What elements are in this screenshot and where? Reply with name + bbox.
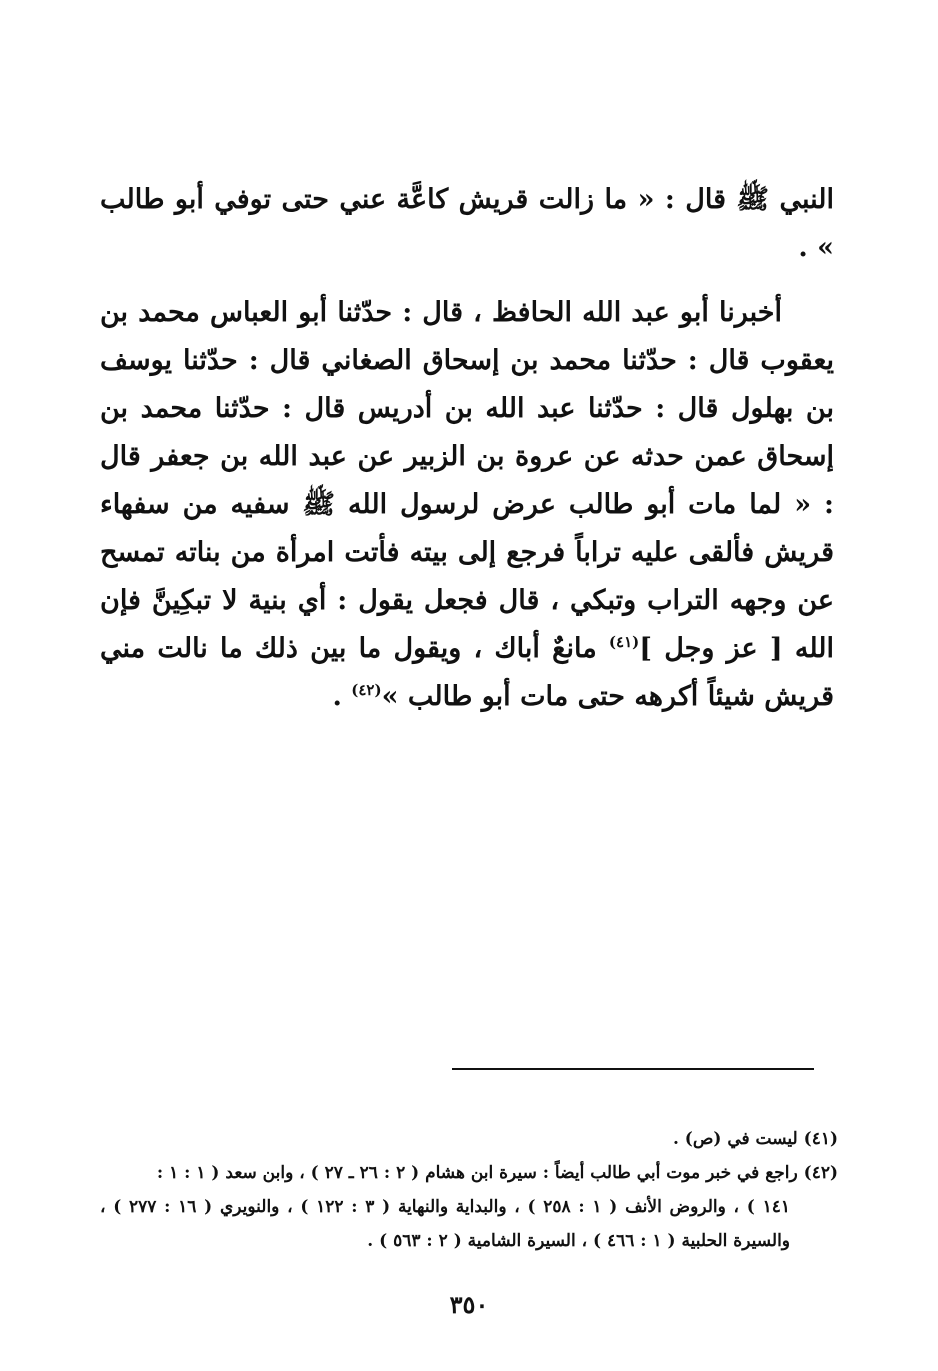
footnote-42: (٤٢) راجع في خبر موت أبي طالب أيضاً : سيرة ابن هشام ( ٢ : ٢٦ ـ ٢٧ ) ، وابن سعد ( ١ : ١ :: [156, 1163, 838, 1183]
paragraph-2-text: أخبرنا أبو عبد الله الحافظ ، قال : حدّثنا أبو العباس محمد بن يعقوب قال : حدّثنا محمد بن إسحاق الصغاني قال : حدّثنا يوسف بن بهلول قال : حدّثنا عبد الله بن أدريس قال : حدّثنا محمد بن إسحاق عمن حدثه عن عروة بن الزبير عن عبد الله بن جعفر قال : « لما مات أبو طالب عرض لرسول الله ﷺ سفيه من سفهاء قريش فألقى عليه تراباً فرجع إلى بيته فأتت امرأة من بناته تمسح عن وجهه التراب وتبكي ، قال فجعل يقول : أي بنية لا تبكِينَّ فإن الله [ عز وجل ]: [100, 297, 834, 664]
paragraph-2: [100, 289, 834, 721]
footnote-41: (٤١) ليست في (ص) .: [672, 1129, 838, 1149]
paragraph-2-text-b: مانعٌ أباك ، ويقول ما بين ذلك ما نالت مني قريش شيئاً أكرهه حتى مات أبو طالب »: [100, 633, 834, 712]
footnotes: [100, 1122, 838, 1258]
footnote-ref-41: (٤١): [608, 633, 640, 651]
paragraph-1: النبي ﷺ قال : « ما زالت قريش كاعَّة عني حتى توفي أبو طالب » .: [100, 184, 834, 263]
paragraph-2-end: .: [332, 681, 352, 712]
main-text: [100, 176, 834, 721]
footnote-separator: [452, 1068, 814, 1070]
footnote-ref-42: (٤٢): [351, 681, 382, 699]
footnote-42-continued: ١٤١ ) ، والروض الأنف ( ١ : ٢٥٨ ) ، والبداية والنهاية ( ٣ : ١٢٢ ) ، والنويري ( ١٦ : ٢٧٧ ) ، والسيرة الحلبية ( ١ : ٤٦٦ ) ، السيرة الشامية ( ٢ : ٥٦٣ ) .: [100, 1197, 790, 1251]
page-number: ٣٥٠: [449, 1290, 489, 1319]
